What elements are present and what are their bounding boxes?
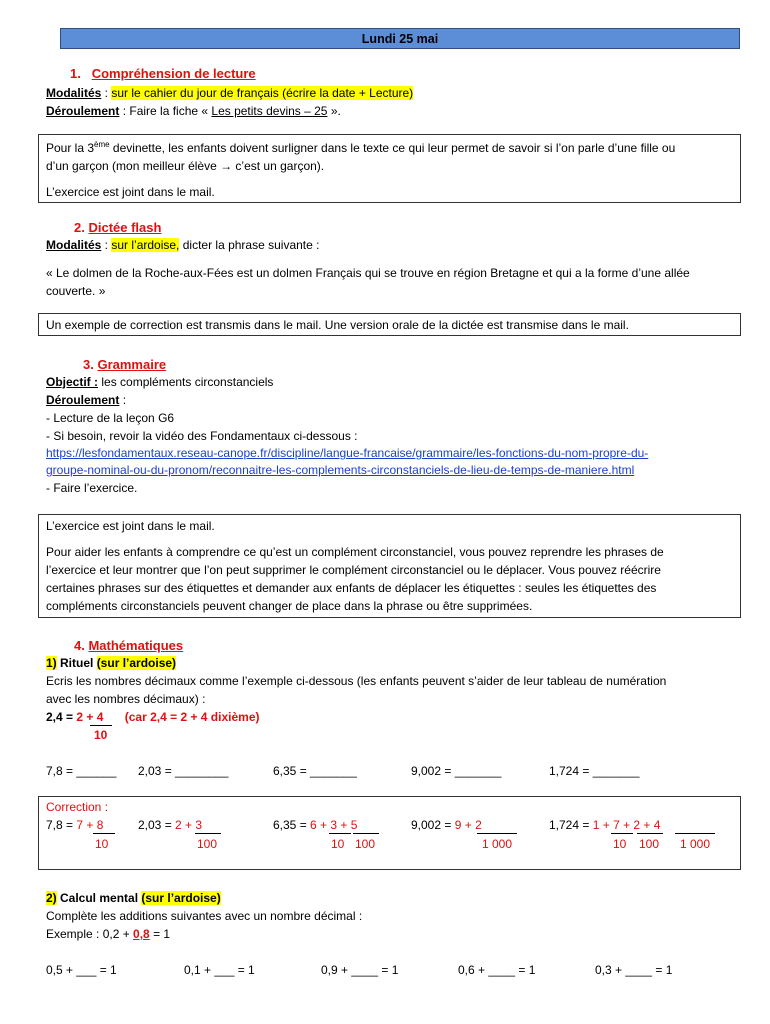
calc-example-end: = 1 <box>149 927 171 941</box>
example-lhs: 2,4 = <box>46 710 77 724</box>
correction-2 <box>138 818 202 832</box>
example-denominator: 10 <box>94 728 108 742</box>
calc-example-answer: 0,8 <box>133 927 150 941</box>
section-2-title: Dictée flash <box>88 220 162 235</box>
corr-denominator: 100 <box>639 837 660 851</box>
note-paragraph-line-2: l’exercice et leur montrer que l’on peut supprimer le complément circonstanciel ou le déplacer. Vous pouvez réécrire <box>46 563 661 577</box>
calc-number: 2) <box>46 891 57 905</box>
note-paragraph-line-4: compléments circonstanciels peuvent changer de place dans la phrase ou être supprimées. <box>46 599 533 613</box>
section-4-heading <box>74 638 183 653</box>
colon: : <box>101 238 112 252</box>
calc-item-1: 0,5 + ___ = 1 <box>46 963 117 977</box>
step-3: - Faire l’exercice. <box>46 481 138 495</box>
modalites-post: dicter la phrase suivante : <box>179 238 320 252</box>
calc-mode: (sur l’ardoise) <box>141 891 221 905</box>
corr-denominator: 10 <box>613 837 627 851</box>
section-4-number: 4. <box>74 638 85 653</box>
fraction-bar <box>93 833 115 834</box>
example-note: (car 2,4 = 2 + 4 dixième) <box>124 710 260 724</box>
exercise-4: 9,002 = _______ <box>411 764 502 778</box>
example-rhs: 2 + 4 <box>76 710 104 724</box>
corr-lhs: 1,724 = <box>549 818 593 832</box>
correction-5 <box>549 818 660 832</box>
correction-3 <box>273 818 357 832</box>
note-paragraph-line-1: Pour aider les enfants à comprendre ce qu’est un complément circonstanciel, vous pouvez reprendre les phrases de <box>46 545 664 559</box>
section-3-title: Grammaire <box>97 357 167 372</box>
calcul-example <box>46 927 170 941</box>
calcul-instruction: Complète les additions suivantes avec un nombre décimal : <box>46 909 363 923</box>
section-3-note-box <box>38 514 741 618</box>
calc-item-5: 0,3 + ____ = 1 <box>595 963 673 977</box>
dictee-quote-line-1: « Le dolmen de la Roche-aux-Fées est un dolmen Français qui se trouve en région Bretagne et qui a la forme d’une allée <box>46 266 690 280</box>
fraction-bar <box>637 833 663 834</box>
corr-denominator: 10 <box>95 837 109 851</box>
corr-lhs: 9,002 = <box>411 818 455 832</box>
section-2-note-box <box>38 313 741 336</box>
deroulement-label: Déroulement <box>46 393 120 407</box>
modalites-label: Modalités <box>46 86 102 100</box>
rituel-instruction-line-2: avec les nombres décimaux) : <box>46 692 206 706</box>
section-2-heading <box>74 220 161 235</box>
section-1-title: Compréhension de lecture <box>91 66 256 81</box>
fiche-title: Les petits devins – 25 <box>211 104 328 118</box>
objectif-value: les compléments circonstanciels <box>98 375 274 389</box>
corr-rhs: 9 + 2 <box>454 818 482 832</box>
fraction-bar <box>195 833 221 834</box>
corr-denominator: 100 <box>197 837 218 851</box>
rituel-heading <box>46 656 176 670</box>
correction-label: Correction : <box>46 800 109 814</box>
corr-lhs: 2,03 = <box>138 818 176 832</box>
corr-rhs: 2 + 3 <box>175 818 203 832</box>
calcul-mental-heading <box>46 891 221 905</box>
corr-rhs: 6 + 3 + 5 <box>310 818 358 832</box>
objectif-label: Objectif : <box>46 375 99 389</box>
fraction-bar <box>675 833 715 834</box>
corr-lhs: 7,8 = <box>46 818 77 832</box>
corr-denominator: 1 000 <box>482 837 513 851</box>
section-3-heading <box>83 357 166 372</box>
corr-rhs: 7 + 8 <box>76 818 104 832</box>
note-text: devinette, les enfants doivent surligner dans le texte ce qui leur permet de savoir si l’on parle d’une fille ou <box>109 141 676 155</box>
exercise-5: 1,724 = _______ <box>549 764 640 778</box>
section-2-modalites <box>46 238 319 252</box>
rituel-instruction-line-1: Ecris les nombres décimaux comme l’exemple ci-dessous (les enfants peuvent s’aider de leur tableau de numération <box>46 674 667 688</box>
modalites-label: Modalités <box>46 238 102 252</box>
rituel-label: Rituel <box>56 656 97 670</box>
corr-lhs: 6,35 = <box>273 818 311 832</box>
corr-rhs: 1 + 7 + 2 + 4 <box>592 818 661 832</box>
calc-example-text: Exemple : 0,2 + <box>46 927 134 941</box>
note-text: Pour la 3 <box>46 141 95 155</box>
calc-item-2: 0,1 + ___ = 1 <box>184 963 255 977</box>
colon: : <box>101 86 112 100</box>
deroulement-text: : Faire la fiche « <box>119 104 212 118</box>
deroulement-label: Déroulement <box>46 104 120 118</box>
section-3-number: 3. <box>83 357 94 372</box>
fondamentaux-link-line-2[interactable]: groupe-nominal-ou-du-pronom/reconnaitre-les-complements-circonstanciels-de-lieu-de-temps-de-maniere.html <box>46 463 635 477</box>
fraction-bar <box>477 833 517 834</box>
deroulement-colon: : <box>119 393 127 407</box>
section-3-objectif <box>46 375 273 389</box>
section-1-heading <box>70 66 256 81</box>
correction-box <box>38 796 741 870</box>
note-line-1 <box>46 140 675 155</box>
deroulement-end: ». <box>327 104 341 118</box>
fraction-bar <box>353 833 379 834</box>
calc-item-4: 0,6 + ____ = 1 <box>458 963 536 977</box>
fraction-bar <box>329 833 351 834</box>
step-2: - Si besoin, revoir la vidéo des Fondamentaux ci-dessous : <box>46 429 358 443</box>
fraction-bar <box>611 833 633 834</box>
fraction-bar <box>90 725 112 726</box>
modalites-value: sur le cahier du jour de français (écrire la date + Lecture) <box>111 86 414 100</box>
note-line-3: L’exercice est joint dans le mail. <box>46 185 215 199</box>
exercise-3: 6,35 = _______ <box>273 764 357 778</box>
calc-item-3: 0,9 + ____ = 1 <box>321 963 399 977</box>
section-2-number: 2. <box>74 220 85 235</box>
modalites-value: sur l’ardoise, <box>111 238 180 252</box>
superscript: ème <box>94 140 110 149</box>
date-header: Lundi 25 mai <box>60 28 740 49</box>
section-3-deroulement <box>46 393 126 407</box>
rituel-number: 1) <box>46 656 57 670</box>
calc-label: Calcul mental <box>56 891 142 905</box>
section-4-title: Mathématiques <box>88 638 184 653</box>
section-1-deroulement <box>46 104 341 118</box>
corr-denominator: 10 <box>331 837 345 851</box>
correction-1 <box>46 818 103 832</box>
section-1-number: 1. <box>70 66 81 81</box>
note-line-2: d’un garçon (mon meilleur élève → c’est un garçon). <box>46 159 325 173</box>
exercise-1: 7,8 = ______ <box>46 764 117 778</box>
note-line: Un exemple de correction est transmis dans le mail. Une version orale de la dictée est transmise dans le mail. <box>46 318 629 332</box>
note-paragraph-line-3: certaines phrases sur des étiquettes et demander aux enfants de déplacer les étiquettes : seules les étiquettes des <box>46 581 657 595</box>
corr-denominator: 1 000 <box>680 837 711 851</box>
step-1: - Lecture de la leçon G6 <box>46 411 175 425</box>
correction-4 <box>411 818 482 832</box>
exercise-2: 2,03 = ________ <box>138 764 229 778</box>
fondamentaux-link-line-1[interactable]: https://lesfondamentaux.reseau-canope.fr/discipline/langue-francaise/grammaire/les-fonctions-du-nom-propre-du- <box>46 446 649 460</box>
section-1-modalites <box>46 86 413 100</box>
dictee-quote-line-2: couverte. » <box>46 284 106 298</box>
rituel-example <box>46 710 259 724</box>
rituel-mode: (sur l’ardoise) <box>96 656 177 670</box>
note-line: L’exercice est joint dans le mail. <box>46 519 215 533</box>
corr-denominator: 100 <box>355 837 376 851</box>
section-1-note-box <box>38 134 741 203</box>
